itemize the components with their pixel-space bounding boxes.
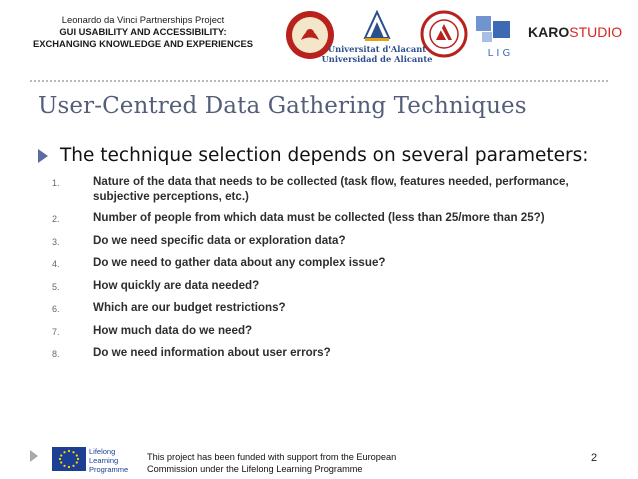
- list-item-number: 8.: [52, 349, 60, 359]
- funding-line-1: This project has been funded with support from the European: [147, 452, 397, 462]
- main-bullet-text: The technique selection depends on several parameters:: [60, 145, 589, 166]
- list-item: [52, 324, 592, 340]
- karo-logo-light: STUDIO: [569, 24, 623, 40]
- alicante-university-logo: [321, 4, 433, 66]
- list-item-number: 5.: [52, 281, 60, 292]
- project-header: [18, 14, 268, 50]
- svg-text:KAROSTUDIO: [528, 24, 622, 40]
- list-item-text: Which are our budget restrictions?: [93, 301, 286, 314]
- list-item-text: Nature of the data that needs to be collected (task flow, features needed, performance, subjective perceptions, etc.): [93, 175, 569, 203]
- list-item-text: Do we need specific data or exploration data?: [93, 233, 346, 247]
- bullet-arrow-icon: [38, 149, 48, 163]
- project-title-line-1: GUI USABILITY AND ACCESSIBILITY:: [59, 26, 227, 37]
- list-item: [52, 211, 592, 227]
- joseph-fourier-seal-logo: [420, 9, 468, 59]
- karo-logo-bold: KARO: [528, 24, 570, 40]
- llp-label-line-3: Programme: [89, 465, 129, 474]
- list-item-number: 4.: [52, 259, 60, 269]
- main-bullet: [38, 145, 588, 166]
- slide-title: User-Centred Data Gathering Techniques: [38, 93, 527, 119]
- list-item-text: How much data do we need?: [93, 323, 253, 337]
- llp-label-line-2: Learning: [89, 456, 119, 465]
- list-item: [52, 301, 592, 317]
- funding-line-2: Commission under the Lifelong Learning Programme: [147, 463, 363, 474]
- list-item-number: 7.: [52, 326, 60, 337]
- list-item: [52, 234, 592, 250]
- lifelong-learning-programme-logo: [52, 445, 134, 475]
- list-item-number: 2.: [52, 214, 60, 224]
- parameter-list: [52, 175, 592, 369]
- project-line: Leonardo da Vinci Partnerships Project: [61, 14, 225, 25]
- list-item-text: Do we need to gather data about any complex issue?: [93, 256, 386, 269]
- list-item-text: How quickly are data needed?: [93, 278, 260, 292]
- project-title-line-2: EXCHANGING KNOWLEDGE AND EXPERIENCES: [33, 38, 253, 49]
- list-item-number: 3.: [52, 236, 60, 247]
- list-item-number: 1.: [52, 178, 60, 188]
- lig-logo: [472, 14, 522, 60]
- list-item-text: Do we need information about user errors?: [93, 346, 331, 359]
- alicante-name-line-2: Universidad de Alicante: [321, 54, 433, 64]
- llp-label-line-1: Lifelong: [89, 447, 116, 456]
- header-divider: [30, 80, 608, 82]
- alicante-name-line-1: Universitat d'Alacant: [327, 44, 427, 54]
- list-item: [52, 346, 592, 362]
- list-item: [52, 256, 592, 272]
- footer-arrow-icon: [30, 450, 38, 462]
- karo-studio-logo: [526, 20, 630, 44]
- funding-notice: [147, 452, 447, 475]
- list-item-text: Number of people from which data must be collected (less than 25/more than 25?): [93, 211, 545, 224]
- lig-label: L I G: [487, 48, 511, 59]
- list-item: [52, 279, 592, 295]
- list-item-number: 6.: [52, 304, 60, 314]
- page-number: 2: [591, 452, 598, 464]
- list-item: [52, 175, 592, 204]
